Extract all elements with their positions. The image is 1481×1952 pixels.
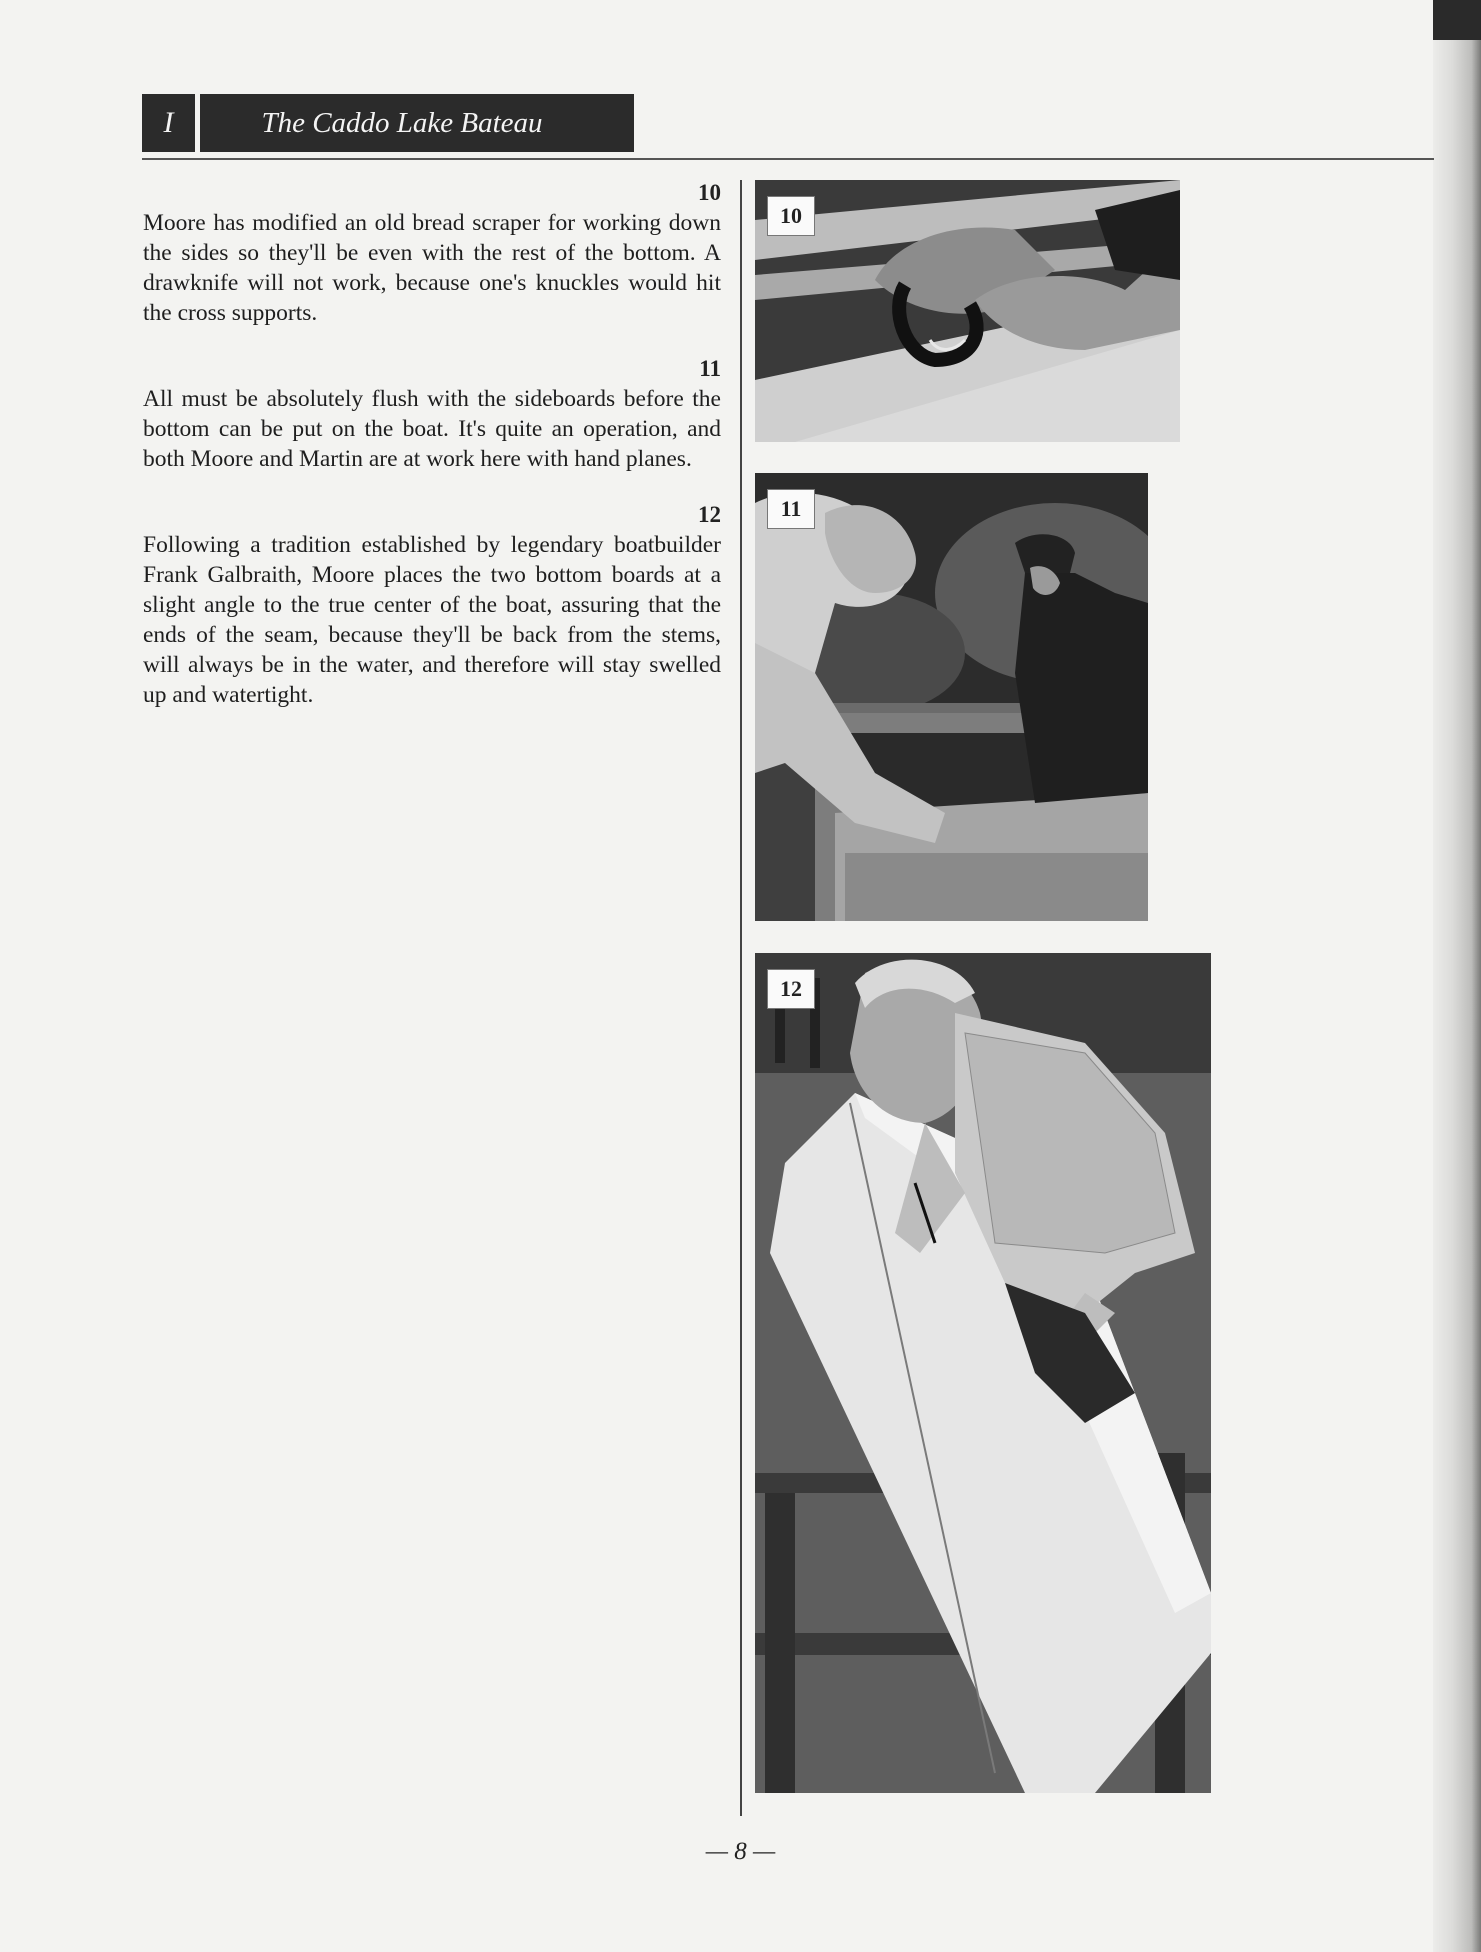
photo-10-illustration <box>755 180 1180 442</box>
caption-text: Moore has modified an old bread scraper for working down the sides so they'll be even with the rest of the bottom. A drawknife will not work, because one's knuckles would hit the cross supports. <box>143 210 721 326</box>
caption-number: 11 <box>699 356 721 381</box>
caption-text: Following a tradition established by legendary boatbuilder Frank Galbraith, Moore places the two bottom boards at a slight angle to the true center of the boat, assuring that the ends of the seam, because they'll be back from the stems, will always be in the water, and therefore will stay swelled up and watertight. <box>143 532 721 708</box>
photo-scraper-hands <box>755 180 1180 442</box>
photo-label-12: 12 <box>767 969 815 1009</box>
page-edge-corner <box>1433 0 1481 40</box>
photo-12-illustration <box>755 953 1211 1793</box>
chapter-title: The Caddo Lake Bateau <box>261 106 543 139</box>
chapter-header <box>142 94 634 152</box>
column-rule <box>740 180 742 1816</box>
caption-entry-11 <box>143 354 721 474</box>
caption-column <box>143 178 721 736</box>
photo-marking-bottom <box>755 953 1211 1793</box>
header-rule <box>142 158 1434 160</box>
page-number: — 8 — <box>705 1838 776 1865</box>
caption-number: 12 <box>698 502 721 527</box>
page-edge-shadow <box>1433 0 1481 1952</box>
photo-11-illustration <box>755 473 1148 921</box>
caption-entry-10 <box>143 178 721 328</box>
caption-entry-12 <box>143 500 721 710</box>
photo-label-10: 10 <box>767 196 815 236</box>
caption-text: All must be absolutely flush with the sideboards before the bottom can be put on the boat. It's quite an operation, and both Moore and Martin are at work here with hand planes. <box>143 386 721 472</box>
caption-number: 10 <box>698 180 721 205</box>
photo-label-11: 11 <box>767 489 815 529</box>
chapter-number: I <box>142 94 200 152</box>
photo-hand-planing <box>755 473 1148 921</box>
